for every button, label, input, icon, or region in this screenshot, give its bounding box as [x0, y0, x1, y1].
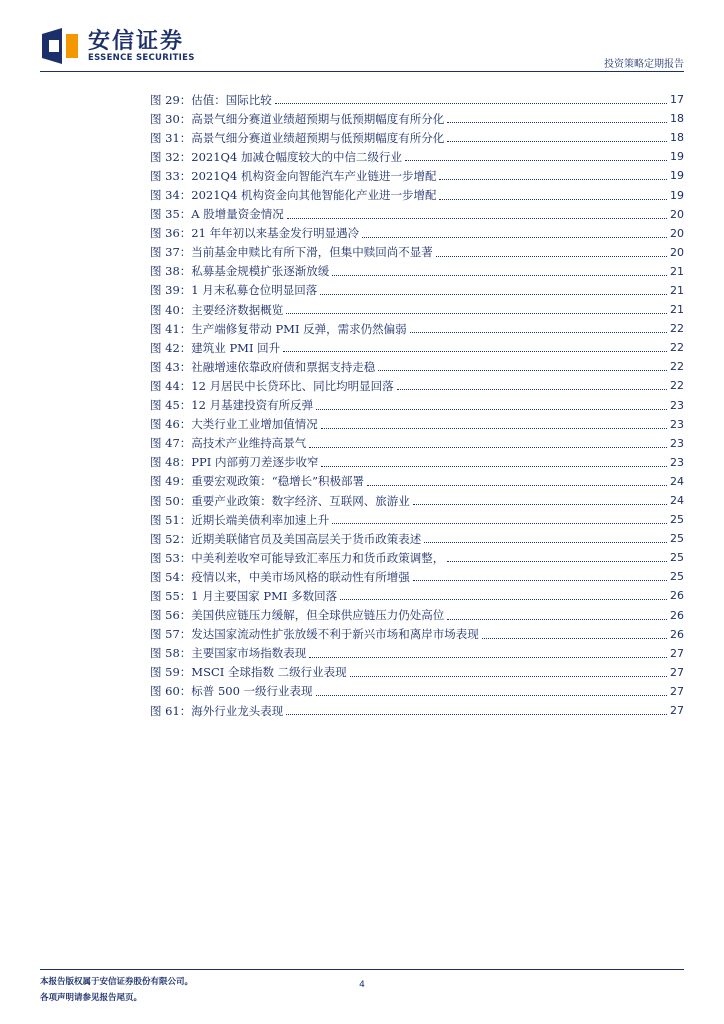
toc-entry[interactable] [150, 663, 684, 682]
footer-copyright: 本报告版权属于安信证券股份有限公司。 [40, 977, 194, 987]
toc-entry-page[interactable]: 23 [670, 455, 684, 469]
toc-entry-page[interactable]: 18 [670, 131, 684, 145]
toc-dot-leader [439, 199, 667, 200]
toc-entry[interactable] [150, 243, 684, 262]
toc-entry-label[interactable]: 图 59：MSCI 全球指数 二级行业表现 [150, 665, 347, 680]
toc-entry-page[interactable]: 26 [670, 589, 684, 603]
toc-entry-label[interactable]: 图 32：2021Q4 加减仓幅度较大的中信二级行业 [150, 149, 402, 164]
toc-entry-page[interactable]: 18 [670, 112, 684, 126]
toc-entry[interactable] [150, 262, 684, 281]
toc-entry-page[interactable]: 23 [670, 436, 684, 450]
toc-entry-page[interactable]: 21 [670, 283, 684, 297]
toc-entry-label[interactable]: 图 41：生产端修复带动 PMI 反弹，需求仍然偏弱 [150, 321, 407, 336]
toc-entry[interactable] [150, 567, 684, 586]
toc-entry-page[interactable]: 24 [670, 474, 684, 488]
toc-entry-page[interactable]: 26 [670, 608, 684, 622]
toc-entry-page[interactable]: 17 [670, 93, 684, 107]
toc-entry[interactable] [150, 90, 684, 109]
toc-entry[interactable] [150, 185, 684, 204]
toc-dot-leader [283, 351, 667, 352]
page-number: 4 [359, 980, 365, 990]
toc-entry[interactable] [150, 396, 684, 415]
toc-entry-label[interactable]: 图 40：主要经济数据概览 [150, 302, 284, 317]
toc-dot-leader [439, 179, 667, 180]
toc-entry-page[interactable]: 22 [670, 379, 684, 393]
toc-dot-leader [405, 160, 667, 161]
toc-entry-page[interactable]: 23 [670, 417, 684, 431]
toc-entry-page[interactable]: 26 [670, 627, 684, 641]
toc-entry-page[interactable]: 22 [670, 341, 684, 355]
toc-entry[interactable] [150, 606, 684, 625]
essence-logo-icon [40, 26, 80, 66]
footer-disclaimer: 各项声明请参见报告尾页。 [40, 993, 143, 1003]
toc-dot-leader [447, 141, 667, 142]
toc-entry[interactable] [150, 300, 684, 319]
toc-dot-leader [287, 218, 667, 219]
toc-dot-leader [316, 695, 667, 696]
toc-entry-page[interactable]: 22 [670, 360, 684, 374]
toc-entry-page[interactable]: 25 [670, 551, 684, 565]
toc-entry[interactable] [150, 491, 684, 510]
toc-dot-leader [362, 237, 667, 238]
toc-dot-leader [309, 657, 667, 658]
brand-name-en: ESSENCE SECURITIES [88, 53, 195, 63]
toc-dot-leader [316, 409, 667, 410]
toc-dot-leader [350, 676, 667, 677]
toc-entry-label[interactable]: 图 61：海外行业龙头表现 [150, 703, 284, 718]
toc-entry-label[interactable]: 图 43：社融增速依靠政府债和票据支持走稳 [150, 359, 376, 374]
toc-dot-leader [424, 542, 667, 543]
toc-dot-leader [482, 638, 667, 639]
toc-entry-page[interactable]: 27 [670, 684, 684, 698]
toc-entry-label[interactable]: 图 33：2021Q4 机构资金向智能汽车产业链进一步增配 [150, 168, 437, 183]
toc-dot-leader [436, 256, 667, 257]
toc-entry-label[interactable]: 图 51：近期长端美债利率加速上升 [150, 512, 330, 527]
toc-entry[interactable] [150, 701, 684, 720]
toc-entry[interactable] [150, 453, 684, 472]
toc-entry-label[interactable]: 图 50：重要产业政策：数字经济、互联网、旅游业 [150, 493, 410, 508]
toc-entry[interactable] [150, 281, 684, 300]
toc-dot-leader [321, 466, 667, 467]
toc-entry-label[interactable]: 图 49：重要宏观政策：“稳增长”积极部署 [150, 474, 365, 489]
toc-dot-leader [378, 370, 667, 371]
toc-entry-label[interactable]: 图 37：当前基金申赎比有所下滑，但集中赎回尚不显著 [150, 245, 433, 260]
toc-entry[interactable] [150, 625, 684, 644]
toc-entry[interactable] [150, 147, 684, 166]
toc-dot-leader [332, 523, 667, 524]
toc-entry[interactable] [150, 434, 684, 453]
toc-entry-label[interactable]: 图 30：高景气细分赛道业绩超预期与低预期幅度有所分化 [150, 111, 445, 126]
footer-divider [40, 969, 684, 970]
toc-entry[interactable] [150, 548, 684, 567]
toc-entry[interactable] [150, 319, 684, 338]
toc-entry-page[interactable]: 24 [670, 494, 684, 508]
toc-entry-page[interactable]: 22 [670, 322, 684, 336]
toc-entry[interactable] [150, 529, 684, 548]
toc-dot-leader [286, 714, 667, 715]
toc-entry-label[interactable]: 图 47：高技术产业维持高景气 [150, 436, 307, 451]
toc-dot-leader [309, 447, 667, 448]
toc-entry-label[interactable]: 图 48：PPI 内部剪刀差逐步收窄 [150, 455, 319, 470]
toc-entry-page[interactable]: 27 [670, 646, 684, 660]
toc-entry-page[interactable]: 25 [670, 570, 684, 584]
toc-entry-label[interactable]: 图 31：高景气细分赛道业绩超预期与低预期幅度有所分化 [150, 130, 445, 145]
toc-entry-page[interactable]: 21 [670, 303, 684, 317]
toc-entry[interactable] [150, 415, 684, 434]
toc-entry[interactable] [150, 644, 684, 663]
toc-entry-label[interactable]: 图 34：2021Q4 机构资金向其他智能化产业进一步增配 [150, 188, 437, 203]
toc-dot-leader [447, 122, 667, 123]
toc-entry-label[interactable]: 图 35：A 股增量资金情况 [150, 207, 284, 222]
toc-entry-page[interactable]: 20 [670, 245, 684, 259]
report-type: 投资策略定期报告 [604, 59, 684, 70]
toc-dot-leader [321, 428, 667, 429]
toc-entry-page[interactable]: 19 [670, 169, 684, 183]
toc-entry[interactable] [150, 166, 684, 185]
toc-entry-page[interactable]: 25 [670, 513, 684, 527]
toc-entry[interactable] [150, 357, 684, 376]
toc-dot-leader [320, 294, 667, 295]
toc-entry-page[interactable]: 21 [670, 264, 684, 278]
toc-entry-label[interactable]: 图 44：12 月居民中长贷环比、同比均明显回落 [150, 378, 394, 393]
toc-dot-leader [397, 389, 667, 390]
toc-entry-label[interactable]: 图 60：标普 500 一级行业表现 [150, 684, 313, 699]
toc-entry[interactable] [150, 376, 684, 395]
toc-entry-label[interactable]: 图 55：1 月主要国家 PMI 多数回落 [150, 588, 338, 603]
toc-entry-label[interactable]: 图 39：1 月末私募仓位明显回落 [150, 283, 318, 298]
toc-entry-page[interactable]: 25 [670, 532, 684, 546]
toc-entry-label[interactable]: 图 38：私募基金规模扩张逐渐放缓 [150, 264, 330, 279]
toc-entry[interactable] [150, 205, 684, 224]
figure-list [150, 90, 684, 720]
toc-entry[interactable] [150, 224, 684, 243]
toc-entry[interactable] [150, 109, 684, 128]
toc-dot-leader [332, 275, 667, 276]
header-divider [40, 71, 684, 72]
toc-entry-label[interactable]: 图 53：中美利差收窄可能导致汇率压力和货币政策调整， [150, 550, 445, 565]
toc-entry-label[interactable]: 图 36：21 年年初以来基金发行明显遇冷 [150, 226, 360, 241]
toc-entry-label[interactable]: 图 45：12 月基建投资有所反弹 [150, 398, 314, 413]
toc-entry-page[interactable]: 19 [670, 150, 684, 164]
toc-entry-label[interactable]: 图 46：大类行业工业增加值情况 [150, 417, 318, 432]
toc-entry-page[interactable]: 27 [670, 704, 684, 718]
toc-dot-leader [413, 504, 667, 505]
toc-dot-leader [367, 485, 667, 486]
toc-dot-leader [275, 103, 667, 104]
page-header [0, 0, 724, 80]
toc-entry[interactable] [150, 510, 684, 529]
toc-entry-label[interactable]: 图 58：主要国家市场指数表现 [150, 646, 307, 661]
toc-entry-label[interactable]: 图 29：估值：国际比较 [150, 92, 272, 107]
toc-dot-leader [286, 313, 667, 314]
toc-dot-leader [447, 619, 667, 620]
toc-entry[interactable] [150, 128, 684, 147]
toc-entry-label[interactable]: 图 52：近期美联储官员及美国高层关于货币政策表述 [150, 531, 422, 546]
toc-dot-leader [340, 599, 667, 600]
toc-entry-label[interactable]: 图 56：美国供应链压力缓解，但全球供应链压力仍处高位 [150, 608, 445, 623]
toc-entry-page[interactable]: 27 [670, 665, 684, 679]
toc-dot-leader [410, 332, 667, 333]
toc-entry-page[interactable]: 19 [670, 188, 684, 202]
toc-entry[interactable] [150, 586, 684, 605]
toc-entry[interactable] [150, 682, 684, 701]
toc-entry-label[interactable]: 图 57：发达国家流动性扩张放缓不利于新兴市场和离岸市场表现 [150, 627, 479, 642]
toc-entry-page[interactable]: 20 [670, 226, 684, 240]
toc-entry-page[interactable]: 23 [670, 398, 684, 412]
brand-name-cn: 安信证券 [88, 29, 185, 54]
toc-entry-label[interactable]: 图 42：建筑业 PMI 回升 [150, 340, 281, 355]
toc-dot-leader [447, 561, 667, 562]
toc-entry-page[interactable]: 20 [670, 207, 684, 221]
toc-entry[interactable] [150, 338, 684, 357]
toc-entry[interactable] [150, 472, 684, 491]
toc-entry-label[interactable]: 图 54：疫情以来，中美市场风格的联动性有所增强 [150, 569, 410, 584]
toc-dot-leader [413, 580, 667, 581]
